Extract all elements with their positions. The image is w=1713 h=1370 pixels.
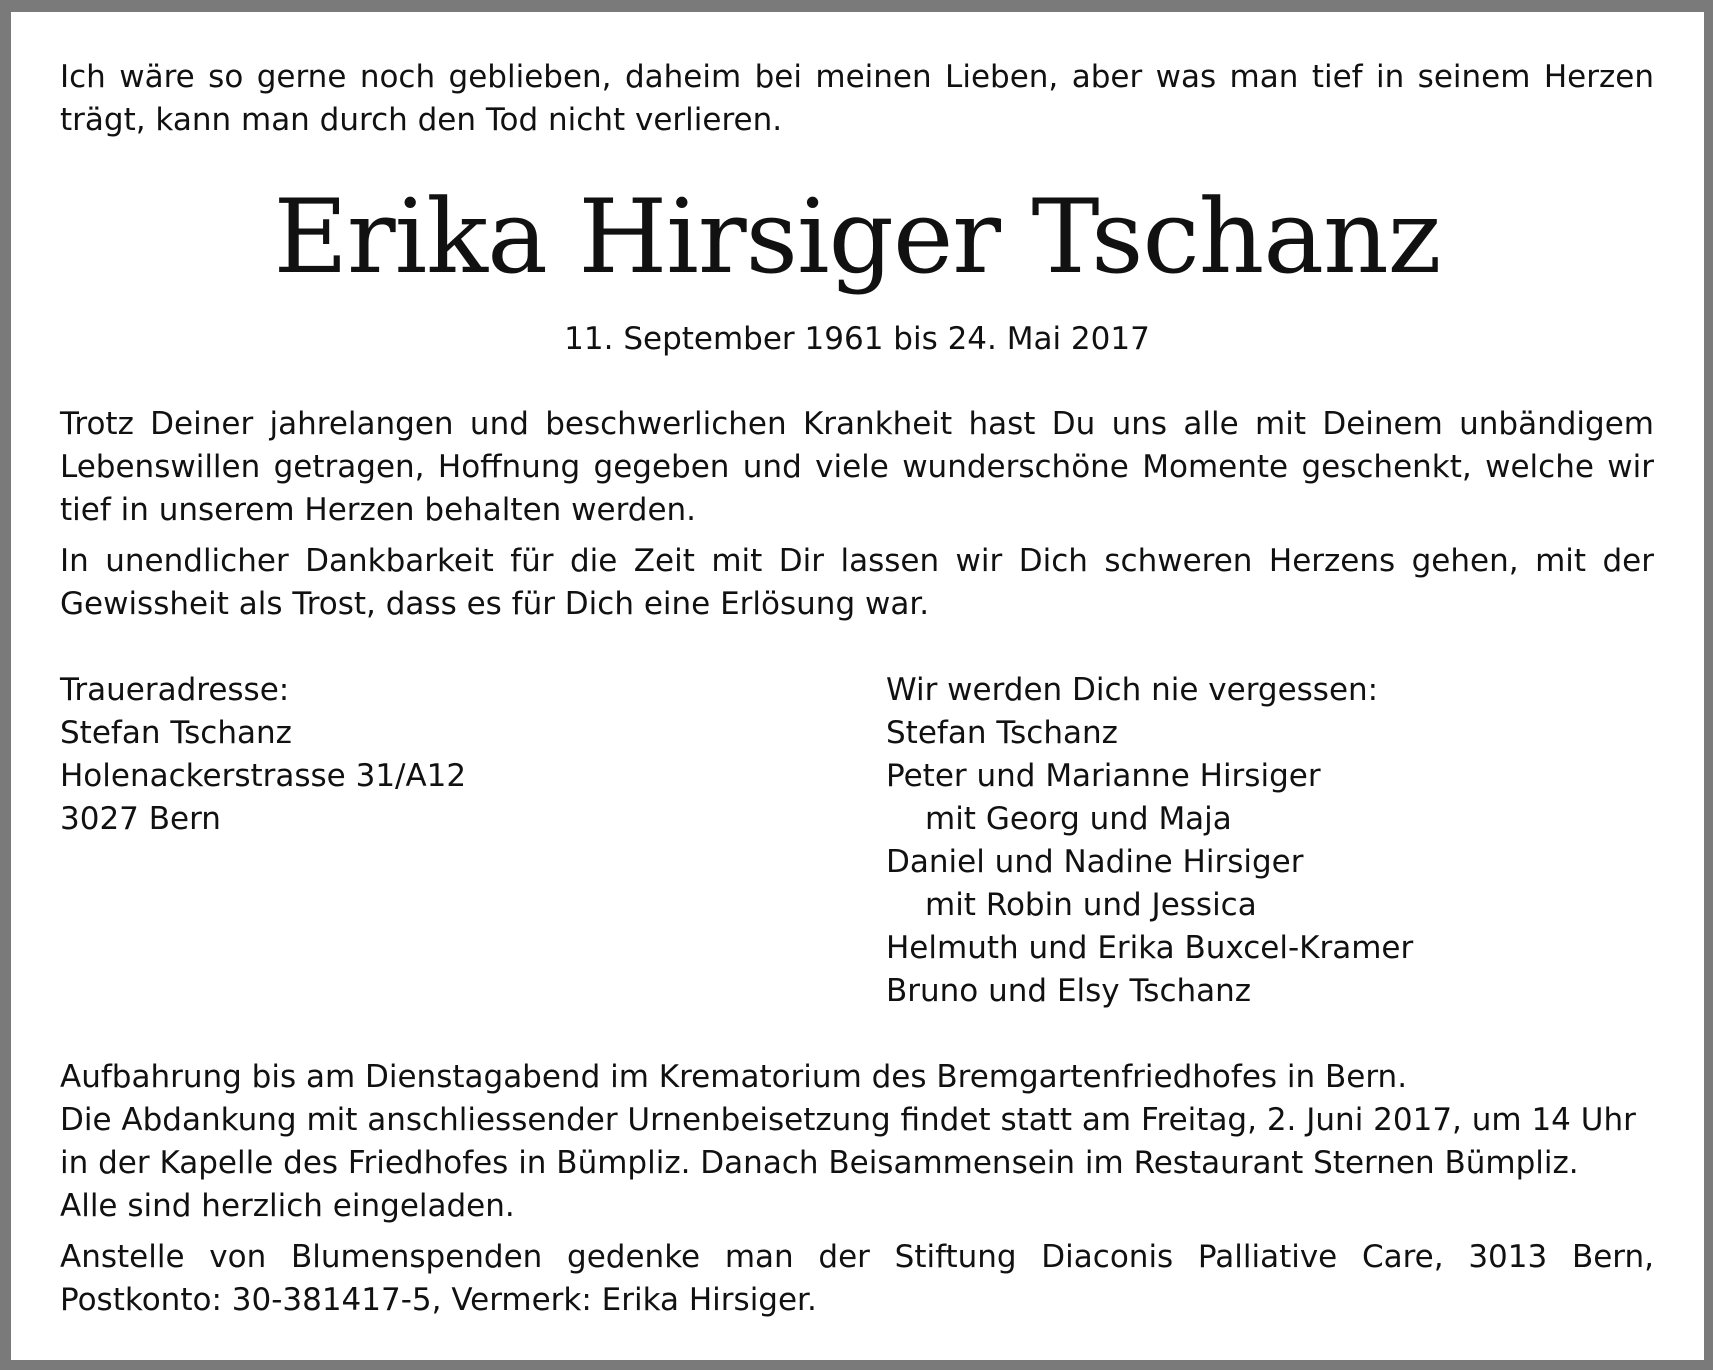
address-line: Holenackerstrasse 31/A12 bbox=[60, 758, 467, 794]
mourners-heading: Wir werden Dich nie vergessen: bbox=[886, 672, 1379, 708]
address-line: Stefan Tschanz bbox=[60, 715, 292, 751]
mourner-entry: Helmuth und Erika Buxcel-Kramer bbox=[886, 930, 1414, 966]
life-dates: 11. September 1961 bis 24. Mai 2017 bbox=[564, 321, 1150, 357]
donation-info: Anstelle von Blumenspenden gedenke man der Stiftung Diaconis Palliative Care, 3013 Bern, Postkonto: 30-381417-5, Vermerk: Erika Hirsiger. bbox=[60, 1239, 1654, 1318]
address-line: 3027 Bern bbox=[60, 801, 221, 837]
tribute-paragraph-1: Trotz Deiner jahrelangen und beschwerlichen Krankheit hast Du uns alle mit Deinem unbändigem Lebenswillen getragen, Hoffnung gegeben und viele wunderschöne Momente geschenkt, welche wir tief in unserem Herzen behalten werden. bbox=[60, 406, 1654, 528]
address-and-mourners bbox=[60, 669, 1654, 1013]
viewing-info: Aufbahrung bis am Dienstagabend im Krematorium des Bremgartenfriedhofes in Bern. bbox=[60, 1059, 1408, 1095]
obituary-notice bbox=[11, 12, 1704, 1360]
ceremony-info: Die Abdankung mit anschliessender Urnenbeisetzung findet statt am Freitag, 2. Juni 2017, um 14 Uhr in der Kapelle des Friedhofes in Bümpliz. Danach Beisammensein im Restaurant Sternen Bümpliz. bbox=[60, 1102, 1636, 1181]
service-details bbox=[60, 1056, 1654, 1228]
mourners-list bbox=[886, 669, 1654, 1013]
mourner-entry: Bruno und Elsy Tschanz bbox=[886, 973, 1252, 1009]
motto-text: Ich wäre so gerne noch geblieben, daheim bei meinen Lieben, aber was man tief in seinem Herzen trägt, kann man durch den Tod nicht verlieren. bbox=[60, 59, 1654, 138]
invitation-info: Alle sind herzlich eingeladen. bbox=[60, 1188, 515, 1224]
mourner-entry: Daniel und Nadine Hirsiger bbox=[886, 844, 1304, 880]
mourning-address bbox=[60, 669, 886, 1013]
deceased-name: Erika Hirsiger Tschanz bbox=[273, 178, 1441, 297]
mourner-entry: Peter und Marianne Hirsiger bbox=[886, 758, 1321, 794]
mourner-entry: Stefan Tschanz bbox=[886, 715, 1118, 751]
tribute-paragraph-2: In unendlicher Dankbarkeit für die Zeit mit Dir lassen wir Dich schweren Herzens gehen, mit der Gewissheit als Trost, dass es für Dich eine Erlösung war. bbox=[60, 543, 1654, 622]
address-heading: Traueradresse: bbox=[60, 672, 290, 708]
mourner-sub-entry: mit Robin und Jessica bbox=[925, 887, 1257, 923]
mourner-sub-entry: mit Georg und Maja bbox=[925, 801, 1232, 837]
